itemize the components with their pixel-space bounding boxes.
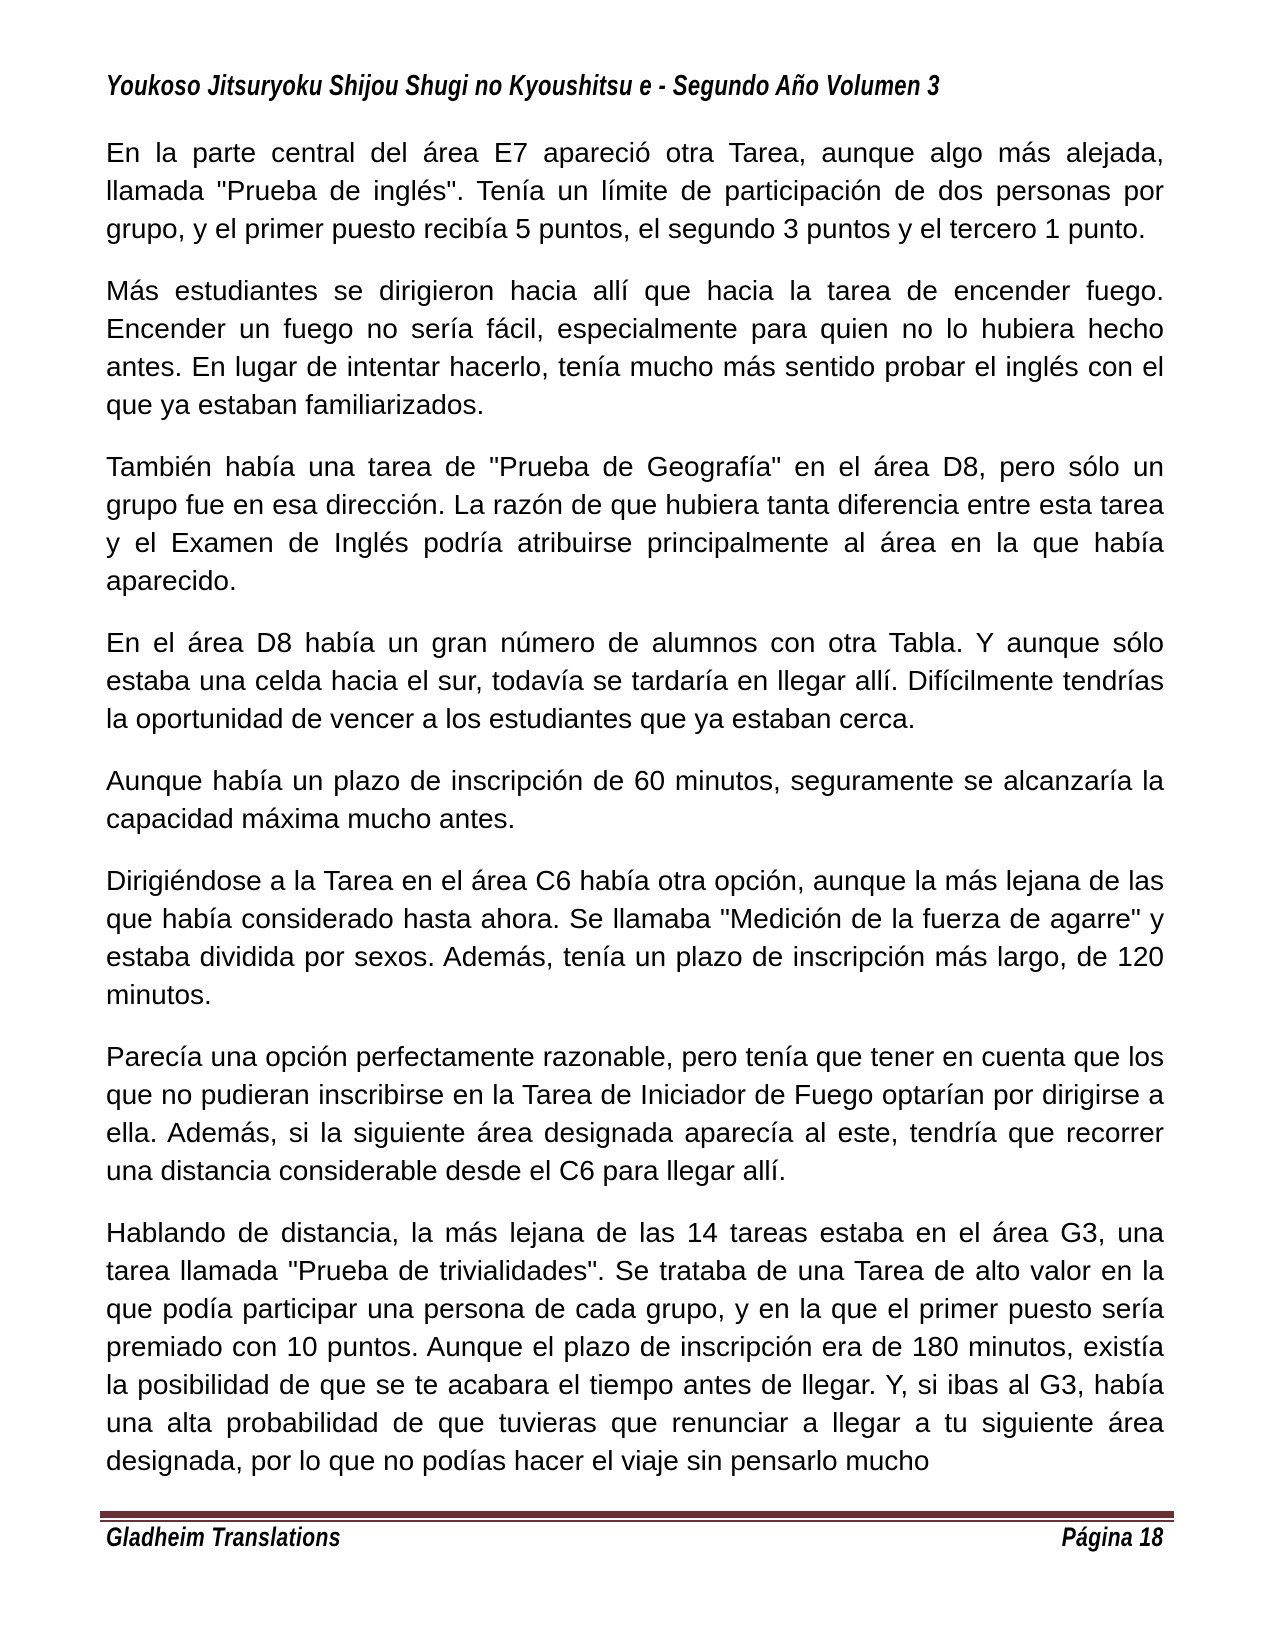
body-paragraph: Hablando de distancia, la más lejana de las 14 tareas estaba en el área G3, una tarea llamada "Prueba de trivialidades". Se trataba de una Tarea de alto valor en la que podía participar una persona de cada grupo, y en la que el primer puesto sería premiado con 10 puntos. Aunque el plazo de inscripción era de 180 minutos, existía la posibilidad de que se te acabara el tiempo antes de llegar. Y, si ibas al G3, había una alta probabilidad de que tuvieras que renunciar a llegar a tu siguiente área designada, por lo que no podías hacer el viaje sin pensarlo mucho bbox=[106, 1217, 1164, 1476]
footer-translator-credit: Gladheim Translations bbox=[106, 1522, 341, 1552]
document-body bbox=[106, 134, 1164, 1504]
page-header-title: Youkoso Jitsuryoku Shijou Shugi no Kyoushitsu e - Segundo Año Volumen 3 bbox=[106, 70, 940, 102]
body-paragraph: También había una tarea de "Prueba de Geografía" en el área D8, pero sólo un grupo fue en esa dirección. La razón de que hubiera tanta diferencia entre esta tarea y el Examen de Inglés podría atribuirse principalmente al área en la que había aparecido. bbox=[106, 451, 1164, 596]
body-paragraph: Parecía una opción perfectamente razonable, pero tenía que tener en cuenta que los que no pudieran inscribirse en la Tarea de Iniciador de Fuego optarían por dirigirse a ella. Además, si la siguiente área designada aparecía al este, tendría que recorrer una distancia considerable desde el C6 para llegar allí. bbox=[106, 1041, 1164, 1186]
body-paragraph: Dirigiéndose a la Tarea en el área C6 había otra opción, aunque la más lejana de las que había considerado hasta ahora. Se llamaba "Medición de la fuerza de agarre" y estaba dividida por sexos. Además, tenía un plazo de inscripción más largo, de 120 minutos. bbox=[106, 865, 1164, 1010]
body-paragraph: Aunque había un plazo de inscripción de 60 minutos, seguramente se alcanzaría la capacidad máxima mucho antes. bbox=[106, 765, 1164, 834]
body-paragraph: En el área D8 había un gran número de alumnos con otra Tabla. Y aunque sólo estaba una celda hacia el sur, todavía se tardaría en llegar allí. Difícilmente tendrías la oportunidad de vencer a los estudiantes que ya estaban cerca. bbox=[106, 627, 1164, 734]
body-paragraph: Más estudiantes se dirigieron hacia allí que hacia la tarea de encender fuego. Encender un fuego no sería fácil, especialmente para quien no lo hubiera hecho antes. En lugar de intentar hacerlo, tenía mucho más sentido probar el inglés con el que ya estaban familiarizados. bbox=[106, 275, 1164, 420]
body-paragraph: En la parte central del área E7 apareció otra Tarea, aunque algo más alejada, llamada "Prueba de inglés". Tenía un límite de participación de dos personas por grupo, y el primer puesto recibía 5 puntos, el segundo 3 puntos y el tercero 1 punto. bbox=[106, 137, 1164, 244]
page-footer bbox=[106, 1522, 1164, 1553]
footer-page-number: Página 18 bbox=[1062, 1522, 1164, 1552]
footer-divider bbox=[100, 1511, 1174, 1522]
